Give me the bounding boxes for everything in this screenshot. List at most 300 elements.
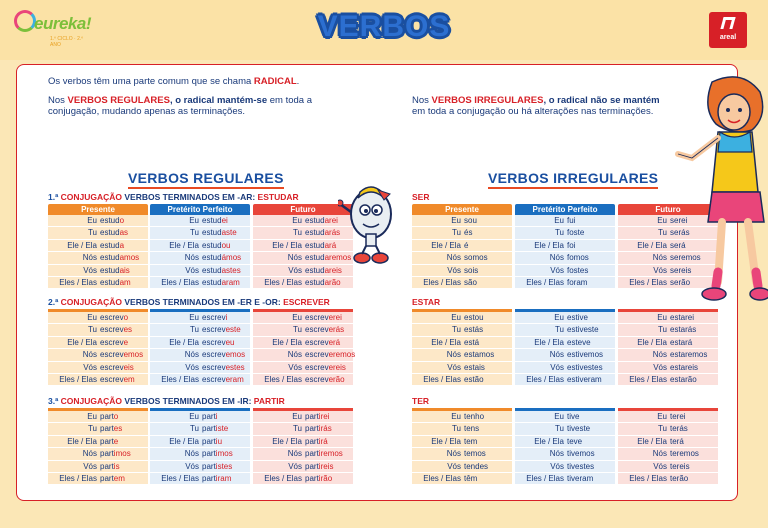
verb-ending: eis (123, 362, 134, 372)
verb-ending: amos (119, 253, 140, 263)
verb-form (202, 324, 250, 335)
conjugation-row (412, 448, 512, 460)
verb-form: está (464, 337, 480, 347)
conjugation-row (412, 461, 512, 473)
verb-form: estivestes (567, 362, 603, 372)
verb-ending: i (225, 313, 228, 322)
verb-form: terei (670, 412, 686, 421)
verb-ending: erás (328, 325, 345, 335)
verb-radical: estud (202, 277, 222, 287)
conjugation-row (150, 411, 250, 423)
pronoun: Ele / Ela (431, 240, 461, 250)
pronoun: Tu (451, 424, 461, 434)
verb-form (100, 215, 148, 226)
conjugation-row (618, 337, 718, 349)
regular-subtitle-conj: CONJUGAÇÃO (60, 192, 123, 202)
verb-form: estará (670, 337, 693, 347)
verb-radical: part (100, 449, 114, 459)
conjugation-row (48, 473, 148, 485)
conjugation-row (412, 473, 512, 485)
verb-form (305, 312, 353, 323)
pronoun: Ele / Ela (272, 240, 302, 250)
conjugation-row (412, 362, 512, 374)
conjugation-row (253, 362, 353, 374)
verb-form: teve (567, 436, 583, 446)
verb-radical: escrev (202, 350, 226, 360)
verb-form: foi (567, 240, 576, 250)
verb-form: terá (670, 436, 684, 446)
verb-ending: as (119, 228, 129, 238)
verb-ending: erá (328, 337, 341, 347)
conjugation-row (515, 423, 615, 435)
verb-form: estamos (464, 350, 495, 360)
conjugation-row (412, 411, 512, 423)
regular-subtitle (48, 297, 330, 307)
regular-subtitle-mid: VERBOS TERMINADOS EM -AR: (122, 192, 258, 202)
verb-radical: part (305, 412, 319, 421)
verb-form: terás (670, 424, 688, 434)
regular-subtitle (48, 396, 285, 406)
conjugation-row (412, 277, 512, 289)
conjugation-row (412, 324, 512, 336)
pronoun: Ele / Ela (637, 436, 667, 446)
pronoun: Eu (554, 216, 564, 225)
verb-ending: e (113, 436, 119, 446)
irregular-column (515, 408, 615, 485)
conjugation-row (253, 349, 356, 361)
verb-form: estiveste (567, 325, 599, 335)
irregular-verb-name: ESTAR (412, 297, 441, 307)
irregular-subtitle (412, 297, 440, 307)
conjugation-row (618, 473, 718, 485)
pronoun: Eu (292, 216, 302, 225)
verb-form (305, 473, 353, 484)
conjugation-row (150, 227, 250, 239)
verb-form (100, 436, 148, 447)
verb-form (100, 448, 148, 459)
verb-ending: emos (123, 350, 144, 360)
pronoun: Tu (451, 228, 461, 238)
conjugation-row (412, 374, 512, 386)
regular-column (48, 309, 148, 386)
pronoun: Vós (550, 362, 564, 372)
conjugation-row (412, 215, 512, 227)
regular-subtitle-mid: VERBOS TERMINADOS EM -IR: (122, 396, 254, 406)
conjugation-row (150, 240, 250, 252)
regular-subtitle-num: 3.ª (48, 396, 61, 406)
conjugation-row (253, 337, 353, 349)
pronoun: Eu (87, 216, 97, 225)
conjugation-row (150, 461, 250, 473)
conjugation-row (618, 349, 718, 361)
verb-form: serão (670, 277, 691, 287)
verb-form: tiveram (567, 473, 594, 483)
pronoun: Vós (83, 461, 97, 471)
tense-header: Pretérito Perfeito (515, 204, 615, 215)
pronoun: Tu (292, 424, 302, 434)
verb-radical: escrev (202, 313, 226, 322)
verb-form: tereis (670, 461, 690, 471)
verb-form: estarás (670, 325, 697, 335)
conjugation-row (253, 423, 353, 435)
verb-form (305, 362, 353, 373)
pronoun: Eles / Elas (423, 277, 461, 287)
conjugation-row (150, 337, 250, 349)
verb-form: estaremos (670, 350, 708, 360)
verb-ending: aremos (324, 253, 352, 263)
conjugation-row (150, 312, 250, 324)
pronoun: Nós (287, 449, 302, 459)
pronoun: Eu (292, 412, 302, 421)
verb-form: tens (464, 424, 480, 434)
pronoun: Nós (446, 253, 461, 263)
conjugation-row (515, 337, 615, 349)
verb-radical: escrev (202, 374, 226, 384)
pronoun: Ele / Ela (534, 240, 564, 250)
pronoun: Nós (446, 449, 461, 459)
conjugation-row (48, 337, 148, 349)
tense-header: Presente (412, 204, 512, 215)
pronoun: Eles / Elas (161, 473, 199, 483)
verb-form: estás (464, 325, 484, 335)
verb-form: somos (464, 253, 488, 263)
pronoun: Nós (184, 350, 199, 360)
verb-form (202, 349, 250, 360)
conjugation-row (150, 349, 250, 361)
pronoun: Vós (288, 461, 302, 471)
verb-form: estivemos (567, 350, 604, 360)
pronoun: Ele / Ela (169, 436, 199, 446)
conjugation-row (150, 362, 250, 374)
conjugation-row (618, 324, 718, 336)
conjugation-row (150, 448, 250, 460)
conjugation-row (253, 473, 353, 485)
irregular-column (618, 408, 718, 485)
irregular-column (412, 309, 512, 386)
verb-radical: estud (202, 216, 222, 225)
pronoun: Eu (657, 412, 667, 421)
tense-header: Futuro (253, 204, 353, 215)
pronoun: Eles / Elas (59, 473, 97, 483)
verb-form (100, 277, 148, 288)
verb-ending: e (123, 337, 129, 347)
verb-form (100, 473, 148, 484)
verb-radical: part (202, 424, 216, 434)
pronoun: Nós (549, 253, 564, 263)
pronoun: Vós (185, 265, 199, 275)
pronoun: Ele / Ela (272, 436, 302, 446)
verb-ending: imos (215, 449, 233, 459)
verb-radical: part (305, 436, 319, 446)
verb-form: tenho (464, 412, 485, 421)
verb-form: és (464, 228, 473, 238)
pronoun: Nós (549, 350, 564, 360)
verb-radical: part (100, 412, 114, 421)
verb-radical: estud (100, 265, 120, 275)
conjugation-row (150, 374, 250, 386)
pronoun: Vós (653, 265, 667, 275)
verb-radical: escrev (100, 362, 124, 372)
verb-form (100, 337, 148, 348)
verb-ending: arão (324, 277, 341, 287)
irregular-column (412, 408, 512, 485)
conjugation-row (48, 240, 148, 252)
conjugation-row (515, 215, 615, 227)
verb-ending: iram (215, 473, 232, 483)
verb-ending: arei (324, 216, 338, 225)
pronoun: Tu (189, 424, 199, 434)
verb-ending: erão (328, 374, 345, 384)
pronoun: Ele / Ela (534, 337, 564, 347)
pronoun: Eles / Elas (526, 277, 564, 287)
conjugation-row (412, 240, 512, 252)
verb-ending: eremos (328, 350, 356, 360)
verb-ending: erei (328, 313, 342, 322)
areal-logo-word: areal (719, 34, 737, 41)
verb-radical: escrev (202, 362, 226, 372)
verb-radical: part (100, 473, 114, 483)
regular-section-title: VERBOS REGULARES (128, 170, 284, 186)
verb-form: têm (464, 473, 478, 483)
regular-column (150, 408, 250, 485)
verb-ending: iremos (318, 449, 343, 459)
verb-form (100, 374, 148, 385)
verb-form: estive (567, 313, 588, 322)
pronoun: Nós (287, 350, 302, 360)
verb-ending: iste (215, 424, 229, 434)
conjugation-row (618, 411, 718, 423)
eureka-logo-word: eureka! (34, 14, 91, 33)
verb-ending: ará (324, 240, 337, 250)
conjugation-row (412, 349, 512, 361)
pronoun: Tu (554, 228, 564, 238)
verb-ending: ireis (318, 461, 334, 471)
pronoun: Tu (554, 325, 564, 335)
regular-column (48, 408, 148, 485)
verb-radical: part (305, 449, 319, 459)
regular-subtitle-verb: ESTUDAR (257, 192, 299, 202)
verb-form (100, 265, 148, 276)
verb-form (100, 324, 148, 335)
verb-form (202, 362, 250, 373)
conjugation-row (48, 227, 148, 239)
conjugation-row (48, 349, 148, 361)
conjugation-row (515, 436, 615, 448)
conjugation-row (253, 448, 353, 460)
conjugation-row (412, 265, 512, 277)
conjugation-row (253, 461, 353, 473)
conjugation-row (515, 324, 615, 336)
verb-radical: part (202, 461, 216, 471)
pronoun: Vós (288, 362, 302, 372)
robot-mascot-icon (338, 178, 404, 266)
conjugation-row (150, 252, 250, 264)
conjugation-row (253, 265, 353, 277)
verb-form: terão (670, 473, 689, 483)
conjugation-row (618, 448, 718, 460)
conjugation-row (515, 362, 615, 374)
conjugation-row (150, 277, 250, 289)
verb-ending: is (113, 461, 120, 471)
pronoun: Eles / Elas (59, 277, 97, 287)
irregular-column (412, 204, 512, 289)
conjugation-row (48, 324, 148, 336)
verb-form: sereis (670, 265, 692, 275)
verb-ending: estes (225, 362, 245, 372)
pronoun: Ele / Ela (67, 436, 97, 446)
verb-form: estareis (670, 362, 699, 372)
conjugation-row (150, 324, 250, 336)
regular-subtitle-verb: PARTIR (253, 396, 285, 406)
pronoun: Tu (657, 424, 667, 434)
regular-subtitle-verb: ESCREVER (283, 297, 330, 307)
pronoun: Vós (185, 362, 199, 372)
pronoun: Nós (82, 253, 97, 263)
conjugation-row (48, 312, 148, 324)
verb-form (100, 252, 148, 263)
pronoun: Ele / Ela (431, 337, 461, 347)
pronoun: Vós (83, 362, 97, 372)
intro-radical: Os verbos têm uma parte comum que se chama RADICAL. (48, 76, 300, 87)
pronoun: Vós (288, 265, 302, 275)
pronoun: Tu (657, 228, 667, 238)
pronoun: Eu (657, 216, 667, 225)
verb-radical: escrev (305, 337, 329, 347)
pronoun: Tu (554, 424, 564, 434)
pronoun: Nós (446, 350, 461, 360)
conjugation-row (48, 362, 148, 374)
verb-form (202, 423, 250, 434)
verb-form (305, 374, 353, 385)
verb-ending: ei (221, 216, 228, 225)
regular-subtitle-mid: VERBOS TERMINADOS EM -ER E -OR: (122, 297, 284, 307)
verb-form: fomos (567, 253, 589, 263)
conjugation-row (515, 252, 615, 264)
verb-radical: part (202, 436, 216, 446)
verb-form (202, 337, 250, 348)
verb-form: teremos (670, 449, 699, 459)
irregular-verb-name: SER (412, 192, 430, 202)
verb-radical: escrev (100, 337, 124, 347)
verb-form (202, 436, 250, 447)
pronoun: Ele / Ela (67, 240, 97, 250)
verb-radical: part (305, 473, 319, 483)
tense-header: Futuro (618, 204, 718, 215)
irregular-verb-name: TER (412, 396, 429, 406)
pronoun: Vós (550, 461, 564, 471)
verb-form (202, 277, 250, 288)
verb-radical: estud (202, 253, 222, 263)
verb-radical: estud (305, 277, 325, 287)
pronoun: Nós (82, 449, 97, 459)
verb-ending: irá (318, 436, 328, 446)
pronoun: Nós (287, 253, 302, 263)
verb-ending: imos (113, 449, 131, 459)
conjugation-row (48, 448, 148, 460)
verb-radical: part (202, 449, 216, 459)
verb-radical: escrev (202, 337, 226, 347)
pronoun: Nós (184, 449, 199, 459)
pronoun: Eu (451, 313, 461, 322)
verb-ending: iu (215, 436, 223, 446)
verb-form (305, 448, 353, 459)
verb-form (305, 349, 356, 360)
conjugation-row (515, 240, 615, 252)
verb-form (100, 423, 148, 434)
girl-mascot-icon (672, 72, 768, 304)
verb-radical: escrev (305, 362, 329, 372)
verb-form (202, 215, 250, 226)
pronoun: Eles / Elas (264, 374, 302, 384)
verb-form: é (464, 240, 469, 250)
verb-form: tendes (464, 461, 489, 471)
conjugation-row (150, 265, 250, 277)
verb-form: estão (464, 374, 484, 384)
verb-ending: es (123, 325, 133, 335)
verb-ending: ais (119, 265, 130, 275)
pronoun: Tu (657, 325, 667, 335)
verb-ending: istes (215, 461, 233, 471)
verb-form (305, 461, 353, 472)
tense-header: Pretérito Perfeito (150, 204, 250, 215)
pronoun: Ele / Ela (67, 337, 97, 347)
pronoun: Tu (87, 424, 97, 434)
pronoun: Ele / Ela (534, 436, 564, 446)
verb-form (202, 374, 250, 385)
verb-radical: estud (100, 277, 120, 287)
irregular-subtitle (412, 396, 429, 406)
verb-form (100, 362, 148, 373)
pronoun: Tu (292, 228, 302, 238)
conjugation-row (412, 423, 512, 435)
verb-ending: o (113, 412, 119, 421)
verb-form (100, 461, 148, 472)
verb-form: tem (464, 436, 478, 446)
intro-regular: Nos VERBOS REGULARES, o radical mantém-se em toda a conjugação, mudando apenas as terminações. (48, 95, 312, 117)
conjugation-row (48, 277, 148, 289)
areal-a-icon (720, 17, 735, 29)
verb-form: tiveste (567, 424, 591, 434)
conjugation-row (515, 277, 615, 289)
conjugation-row (515, 473, 615, 485)
verb-radical: estud (202, 240, 222, 250)
verb-form: tive (567, 412, 580, 421)
conjugation-row (515, 374, 615, 386)
verb-form (202, 448, 250, 459)
verb-form (305, 337, 353, 348)
pronoun: Nós (82, 350, 97, 360)
verb-form: estou (464, 313, 484, 322)
irregular-column (515, 309, 615, 386)
eureka-logo-sub: 1.º CICLO · 2.º ANO (50, 36, 84, 48)
verb-radical: estud (305, 228, 325, 238)
pronoun: Tu (87, 228, 97, 238)
pronoun: Ele / Ela (169, 240, 199, 250)
verb-ending: arás (324, 228, 341, 238)
verb-radical: estud (305, 253, 325, 263)
verb-ending: ereis (328, 362, 346, 372)
regular-column (253, 309, 356, 386)
conjugation-row (515, 227, 615, 239)
verb-form (202, 227, 250, 238)
irregular-subtitle (412, 192, 429, 202)
verb-ending: ou (221, 240, 231, 250)
conjugation-row (48, 411, 148, 423)
verb-radical: estud (305, 216, 325, 225)
verb-form (305, 265, 353, 276)
irregular-section-title: VERBOS IRREGULARES (488, 170, 659, 186)
conjugation-row (618, 461, 718, 473)
